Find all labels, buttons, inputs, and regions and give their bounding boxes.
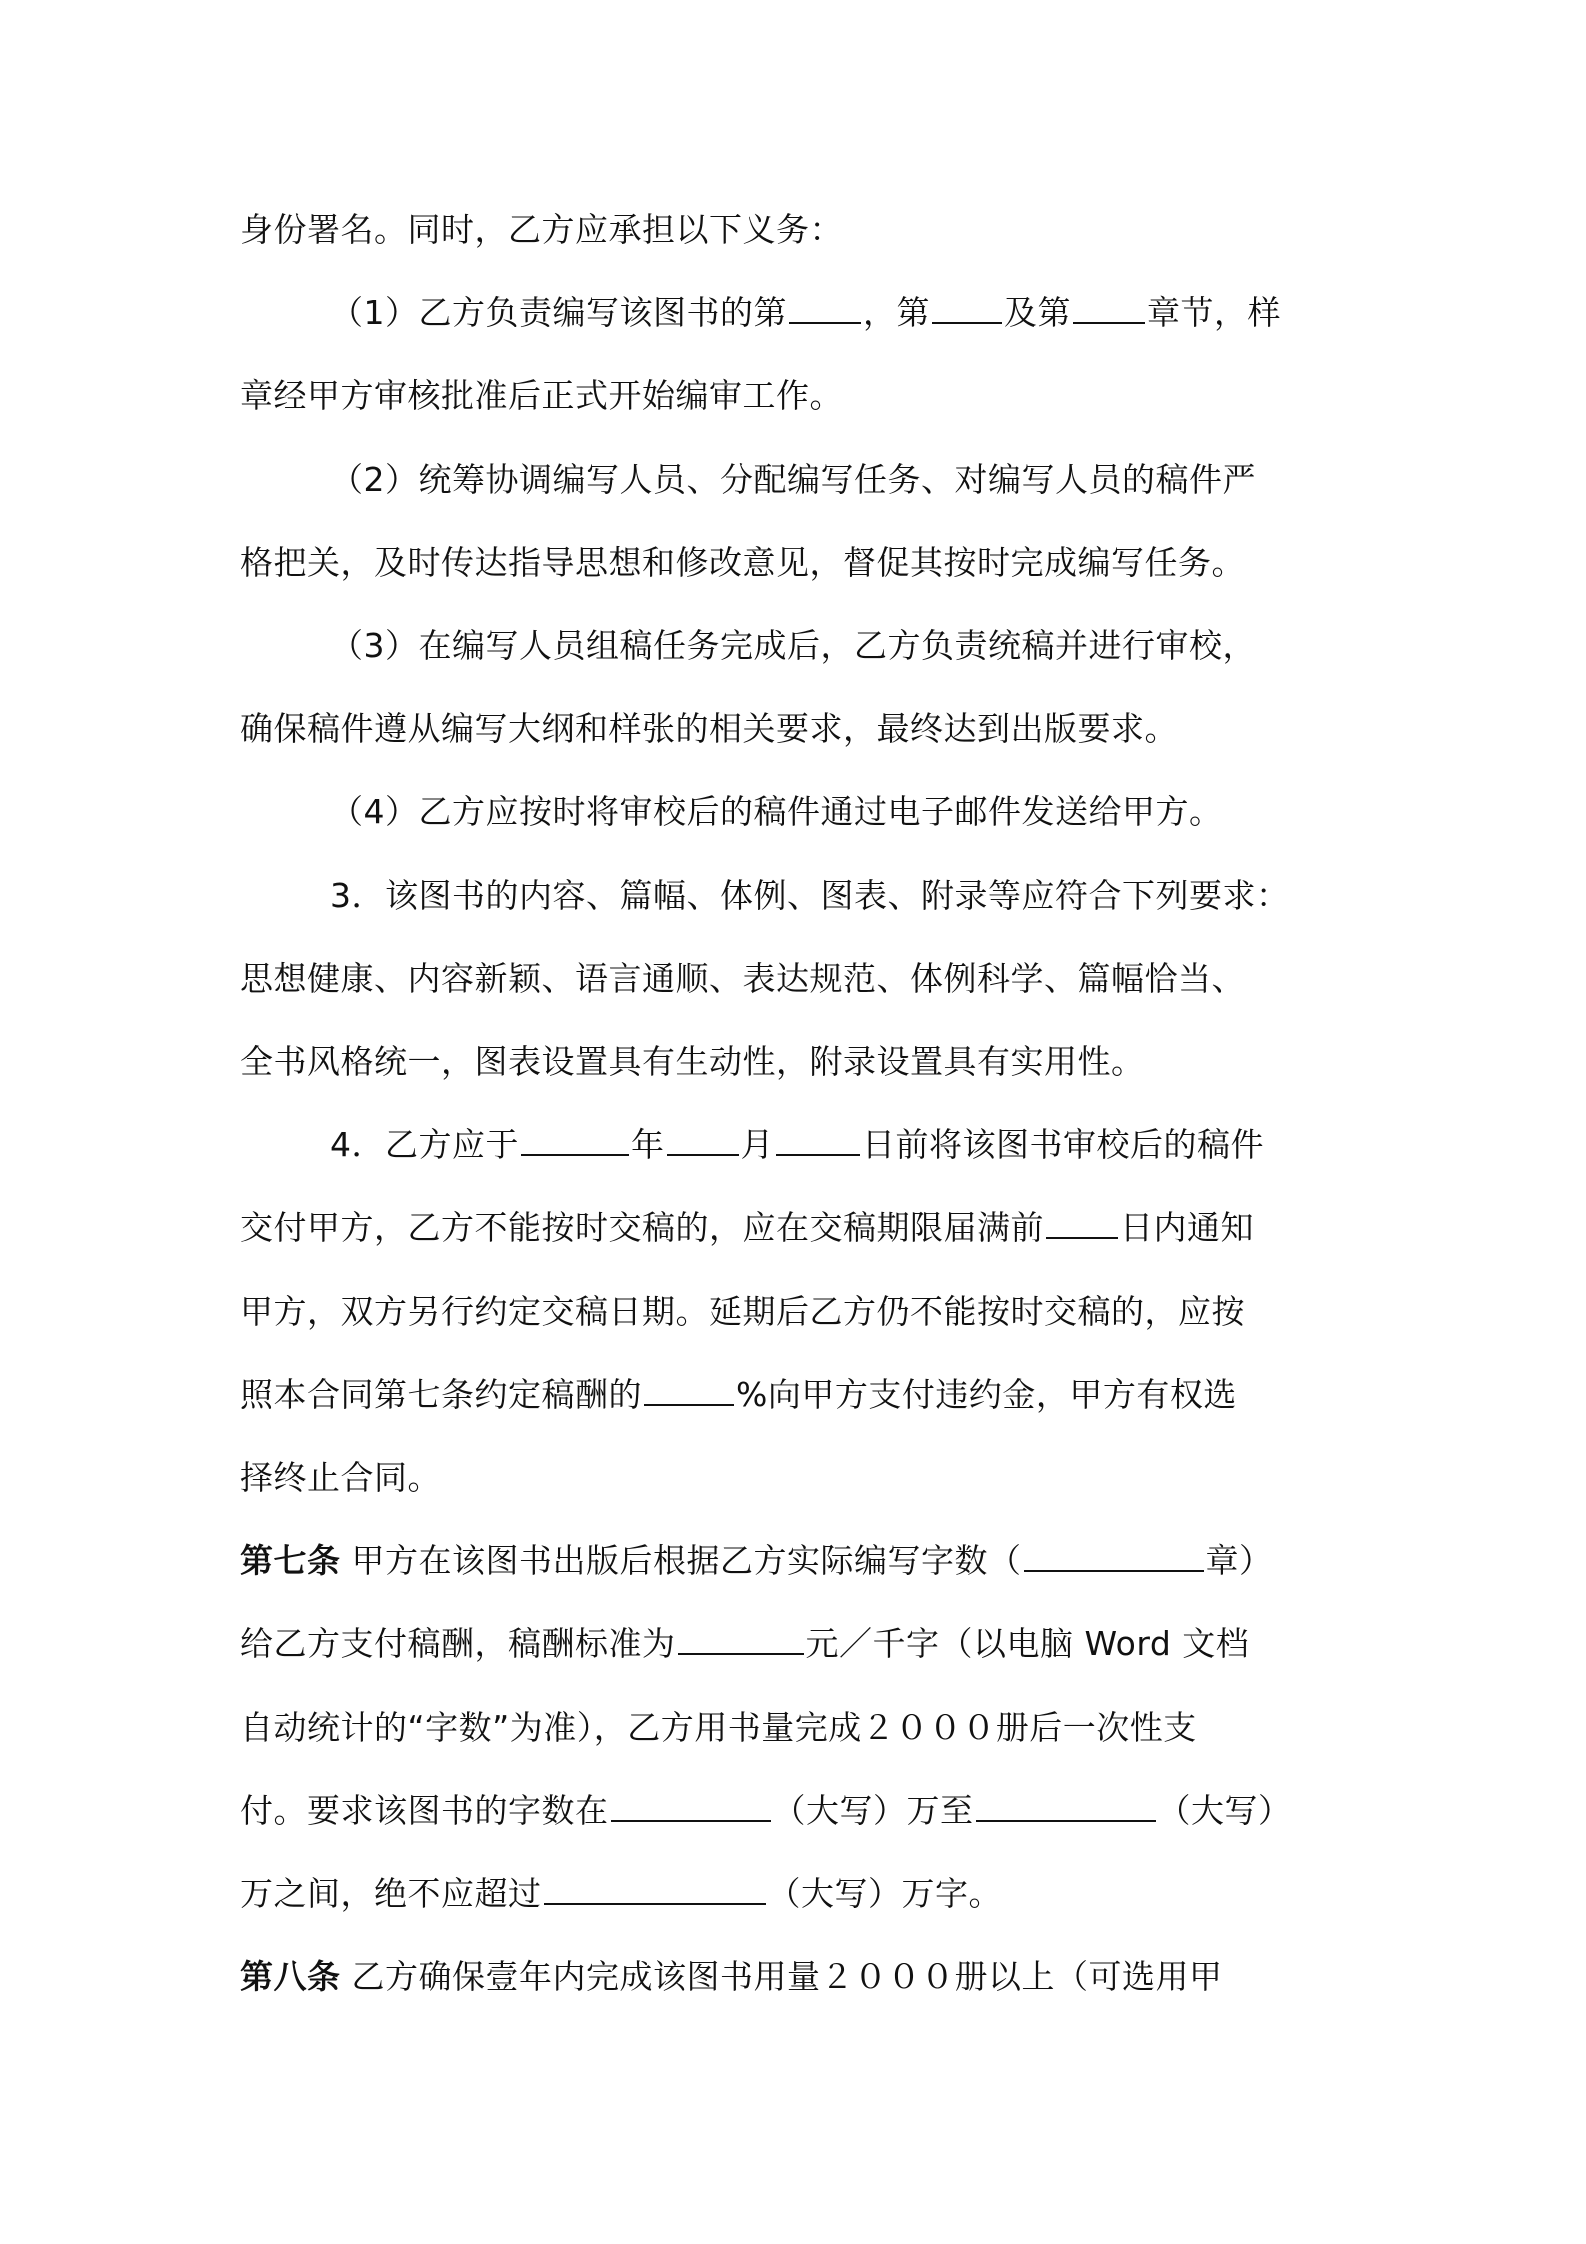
fill-blank[interactable] [976, 1790, 1156, 1822]
text-line [240, 699, 1178, 759]
text-run: 给乙方支付稿酬，稿酬标准为 [240, 1624, 676, 1663]
fill-blank[interactable] [1046, 1207, 1118, 1239]
text-line [240, 949, 1245, 1009]
article-heading: 第七条 [240, 1541, 341, 1580]
text-run: 4．乙方应于 [330, 1125, 519, 1164]
text-run: 日内通知 [1120, 1208, 1254, 1247]
text-run: 章经甲方审核批准后正式开始编审工作。 [240, 376, 843, 415]
text-run: 章节，样 [1147, 293, 1281, 332]
text-run: 3．该图书的内容、篇幅、体例、图表、附录等应符合下列要求： [330, 876, 1290, 915]
fill-blank[interactable] [932, 292, 1002, 324]
text-run: 乙方确保壹年内完成该图书用量２０００册以上（可选用甲 [351, 1957, 1223, 1996]
text-line [240, 533, 1245, 593]
text-line [330, 1115, 1264, 1175]
text-line [240, 1531, 1273, 1591]
text-run: 章） [1205, 1541, 1273, 1580]
fill-blank[interactable] [611, 1790, 771, 1822]
text-run: （2）统筹协调编写人员、分配编写任务、对编写人员的稿件严 [330, 460, 1256, 499]
text-run: 及第 [1004, 293, 1071, 332]
text-run: （大写） [1157, 1791, 1292, 1830]
text-run: （1）乙方负责编写该图书的第 [330, 293, 787, 332]
text-line [330, 616, 1256, 676]
text-line [240, 1198, 1254, 1258]
text-line [240, 1032, 1145, 1092]
text-run: 元／千字（以电脑 Word 文档 [805, 1624, 1250, 1663]
text-line [240, 366, 843, 426]
text-run: 身份署名。同时，乙方应承担以下义务： [240, 210, 843, 249]
text-run: 交付甲方，乙方不能按时交稿的，应在交稿期限届满前 [240, 1208, 1044, 1247]
text-line [240, 200, 843, 260]
text-line [240, 1282, 1245, 1342]
fill-blank[interactable] [544, 1873, 766, 1905]
text-run: 择终止合同。 [240, 1458, 441, 1497]
text-line [240, 1947, 1223, 2007]
text-run: 照本合同第七条约定稿酬的 [240, 1375, 642, 1414]
text-run: （大写）万至 [772, 1791, 974, 1830]
text-line [240, 1864, 1002, 1924]
article-heading: 第八条 [240, 1957, 341, 1996]
text-line [330, 283, 1281, 343]
text-line [240, 1698, 1197, 1758]
text-line [240, 1781, 1292, 1841]
fill-blank[interactable] [644, 1374, 734, 1406]
fill-blank[interactable] [521, 1124, 629, 1156]
text-run: 月 [740, 1125, 774, 1164]
text-line [240, 1365, 1237, 1425]
text-run: （4）乙方应按时将审校后的稿件通过电子邮件发送给甲方。 [330, 792, 1223, 831]
fill-blank[interactable] [789, 292, 861, 324]
text-run: 甲方在该图书出版后根据乙方实际编写字数（ [351, 1541, 1022, 1580]
text-run: 格把关，及时传达指导思想和修改意见，督促其按时完成编写任务。 [240, 543, 1245, 582]
text-run: 自动统计的“字数”为准），乙方用书量完成２０００册后一次性支 [240, 1708, 1197, 1747]
text-run: 万之间，绝不应超过 [240, 1874, 542, 1913]
text-run: 全书风格统一，图表设置具有生动性，附录设置具有实用性。 [240, 1042, 1145, 1081]
text-run: 付。要求该图书的字数在 [240, 1791, 609, 1830]
fill-blank[interactable] [678, 1623, 804, 1655]
fill-blank[interactable] [1073, 292, 1145, 324]
text-run: （3）在编写人员组稿任务完成后，乙方负责统稿并进行审校， [330, 626, 1256, 665]
text-line [330, 450, 1256, 510]
text-run: 思想健康、内容新颖、语言通顺、表达规范、体例科学、篇幅恰当、 [240, 959, 1245, 998]
text-line [330, 866, 1290, 926]
text-run: 年 [631, 1125, 665, 1164]
text-run: 甲方，双方另行约定交稿日期。延期后乙方仍不能按时交稿的，应按 [240, 1292, 1245, 1331]
fill-blank[interactable] [667, 1124, 739, 1156]
fill-blank[interactable] [1024, 1540, 1204, 1572]
text-run: （大写）万字。 [767, 1874, 1002, 1913]
text-line [240, 1448, 441, 1508]
text-run: %向甲方支付违约金，甲方有权选 [736, 1375, 1237, 1414]
text-run: ，第 [863, 293, 930, 332]
text-run: 确保稿件遵从编写大纲和样张的相关要求，最终达到出版要求。 [240, 709, 1178, 748]
text-line [240, 1614, 1249, 1674]
fill-blank[interactable] [776, 1124, 860, 1156]
text-line [330, 782, 1223, 842]
text-run: 日前将该图书审校后的稿件 [862, 1125, 1264, 1164]
